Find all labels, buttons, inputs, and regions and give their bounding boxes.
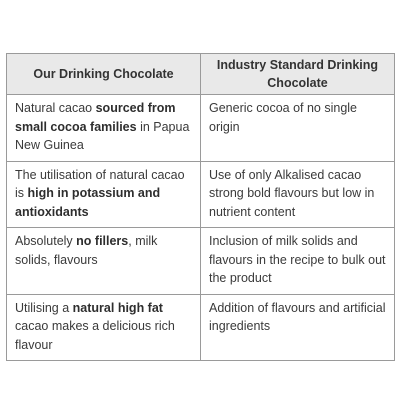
our-cell-fillers bbox=[7, 228, 201, 295]
cell-text: The utilisation of natural cacao is bbox=[15, 167, 185, 200]
cell-text: Natural cacao bbox=[15, 101, 96, 115]
header-our-drinking-chocolate: Our Drinking Chocolate bbox=[7, 54, 201, 95]
cell-text: cacao makes a delicious rich flavour bbox=[15, 319, 175, 352]
cell-text: in Papua New Guinea bbox=[15, 119, 190, 152]
our-cell-sourcing bbox=[7, 95, 201, 162]
cell-text: Absolutely bbox=[15, 234, 77, 248]
industry-cell-fillers bbox=[201, 228, 395, 295]
cell-highlight: natural high fat bbox=[72, 300, 163, 315]
comparison-table bbox=[6, 53, 395, 361]
table-row bbox=[7, 161, 395, 228]
cell-text: Use of only Alkalised cacao strong bold flavours but low in nutrient content bbox=[209, 167, 375, 219]
cell-text: , milk solids, flavours bbox=[15, 234, 158, 267]
table-header-row bbox=[7, 54, 395, 95]
comparison-table-container bbox=[6, 53, 394, 361]
cell-text: Inclusion of milk solids and flavours in the recipe to bulk out the product bbox=[209, 234, 386, 285]
table-row bbox=[7, 294, 395, 361]
table-row bbox=[7, 228, 395, 295]
header-industry-standard: Industry Standard Drinking Chocolate bbox=[201, 54, 395, 95]
table-row bbox=[7, 95, 395, 162]
industry-cell-sourcing bbox=[201, 95, 395, 162]
cell-highlight: sourced from small cocoa families bbox=[15, 101, 176, 134]
our-cell-flavour bbox=[7, 294, 201, 361]
industry-cell-flavour bbox=[201, 294, 395, 361]
cell-text: Utilising a bbox=[15, 300, 73, 315]
industry-cell-nutrients bbox=[201, 161, 395, 228]
cell-highlight: no fillers bbox=[76, 234, 129, 248]
cell-text: Addition of flavours and artificial ingredients bbox=[209, 300, 386, 333]
cell-text: Generic cocoa of no single origin bbox=[209, 101, 358, 134]
cell-highlight: high in potassium and antioxidants bbox=[15, 186, 161, 219]
our-cell-nutrients bbox=[7, 161, 201, 228]
